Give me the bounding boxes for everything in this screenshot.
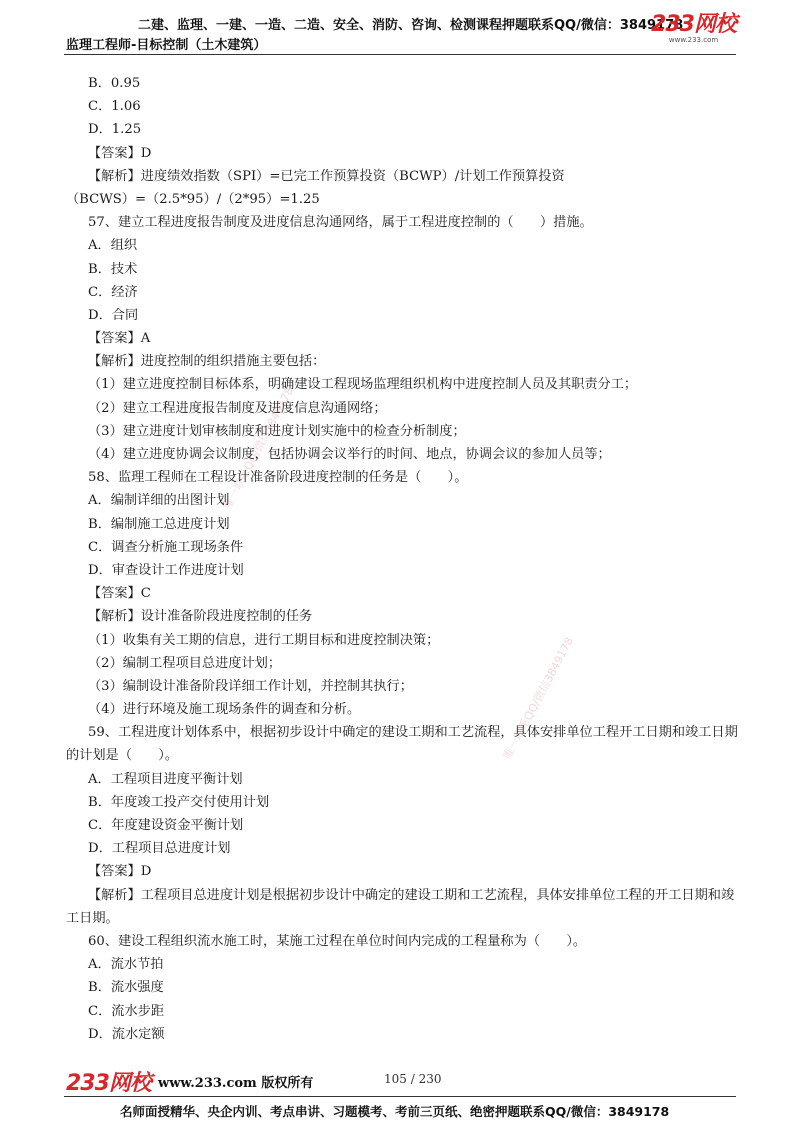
text-line: 【解析】进度控制的组织措施主要包括： (88, 354, 326, 370)
text-line: 57、建立工程进度报告制度及进度信息沟通网络，属于工程进度控制的（ ）措施。 (88, 215, 593, 231)
logo-url: www.233.com (668, 36, 719, 44)
text-line: 【答案】D (88, 145, 152, 161)
watermark: 唯一联系QQ/微信3849178 (220, 385, 297, 512)
text-line: 【答案】D (88, 864, 152, 880)
text-line: A．工程项目进度平衡计划 (88, 771, 243, 787)
text-line: （3）建立进度计划审核制度和进度计划实施中的检查分析制度； (88, 423, 466, 439)
text-line: 【解析】进度绩效指数（SPI）=已完工作预算投资（BCWP）/计划工作预算投资 (88, 168, 565, 184)
header-subtitle: 监理工程师-目标控制（土木建筑） (66, 38, 267, 53)
header-promo: 二建、监理、一建、一造、二造、安全、消防、咨询、检测课程押题联系QQ/微信：3849178 (138, 18, 684, 33)
text-line: C．调查分析施工现场条件 (88, 539, 244, 555)
document-body (66, 72, 738, 1046)
text-line: 【解析】工程项目总进度计划是根据初步设计中确定的建设工期和工艺流程，具体安排单位工程的开工日期和竣工日期。 (66, 887, 735, 926)
text-line: C．经济 (88, 284, 138, 300)
footer-logo: 233网校 (66, 1071, 151, 1096)
text-line: B．年度竣工投产交付使用计划 (88, 794, 270, 810)
text-line: D．审查设计工作进度计划 (88, 562, 244, 578)
text-line: B．流水强度 (88, 980, 164, 996)
text-line: C．流水步距 (88, 1003, 165, 1019)
text-line: （1）建立进度控制目标体系，明确建设工程现场监理组织机构中进度控制人员及其职责分工； (88, 377, 638, 393)
footer-copyright: www.233.com 版权所有 (158, 1076, 314, 1091)
text-line: 58、监理工程师在工程设计准备阶段进度控制的任务是（ ）。 (88, 470, 468, 486)
footer-promo: 名师面授精华、央企内训、考点串讲、习题模考、考前三页纸、绝密押题联系QQ/微信：3849178 (120, 1104, 670, 1119)
text-line: D．工程项目总进度计划 (88, 841, 231, 857)
text-line: 【解析】设计准备阶段进度控制的任务 (88, 609, 313, 625)
text-line: A．流水节拍 (88, 957, 164, 973)
text-line: D．流水定额 (88, 1026, 165, 1042)
text-line: B．技术 (88, 261, 138, 277)
header-divider (64, 54, 736, 55)
text-line: 【答案】A (88, 331, 151, 347)
text-line: 【答案】C (88, 586, 151, 602)
text-line: 60、建设工程组织流水施工时，某施工过程在单位时间内完成的工程量称为（ ）。 (88, 934, 587, 949)
text-line: （1）收集有关工期的信息，进行工期目标和进度控制决策； (88, 632, 440, 648)
text-line: C．年度建设资金平衡计划 (88, 818, 244, 834)
text-line: （2）建立工程进度报告制度及进度信息沟通网络； (88, 400, 387, 416)
footer-divider (64, 1096, 736, 1097)
text-line: A．组织 (88, 238, 138, 254)
page-footer (0, 1062, 800, 1132)
text-line: （BCWS）=（2.5*95）/（2*95）=1.25 (66, 191, 320, 207)
watermark: 唯一联系QQ/微信3849178 (500, 635, 577, 762)
text-line: C．1.06 (88, 99, 141, 115)
header-logo (651, 14, 736, 44)
page-number: 105 / 230 (384, 1072, 442, 1086)
text-line: A．编制详细的出图计划 (88, 493, 230, 509)
text-line: D．1.25 (88, 122, 142, 138)
text-line: B．0.95 (88, 76, 141, 91)
text-line: 59、工程进度计划体系中，根据初步设计中确定的建设工期和工艺流程，具体安排单位工程开工日期和竣工日期的计划是（ ）。 (66, 725, 738, 764)
text-line: （4）建立进度协调会议制度，包括协调会议举行的时间、地点，协调会议的参加人员等； (88, 447, 611, 462)
text-line: （4）进行环境及施工现场条件的调查和分析。 (88, 702, 361, 718)
page-header (0, 0, 800, 56)
text-line: D．合同 (88, 307, 139, 323)
logo-text: 233网校 (651, 12, 736, 37)
text-line: （2）编制工程项目总进度计划； (88, 655, 282, 671)
text-line: B．编制施工总进度计划 (88, 516, 230, 532)
text-line: （3）编制设计准备阶段详细工作计划，并控制其执行； (88, 678, 413, 694)
